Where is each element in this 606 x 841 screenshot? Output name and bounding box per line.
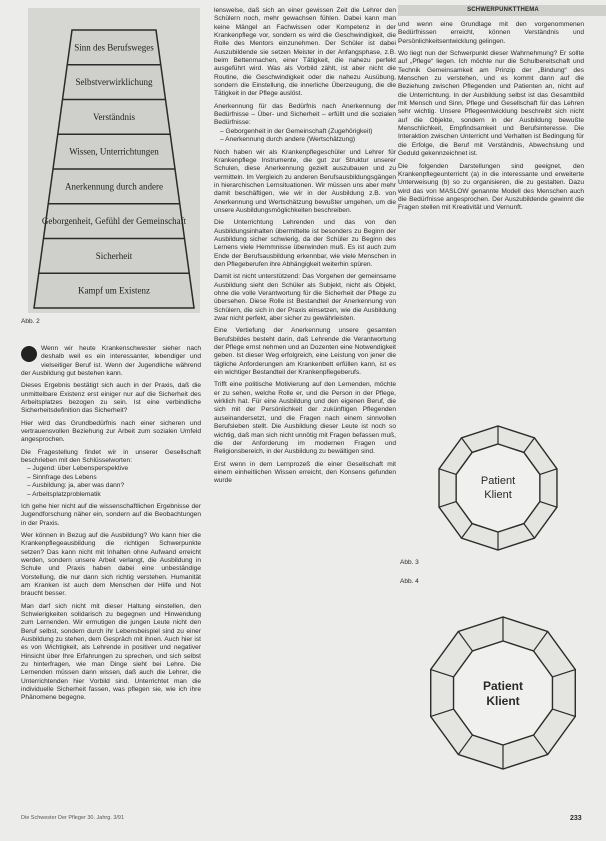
decagon-diagram-3: [407, 424, 589, 552]
fig3-label-patient: Patient: [480, 475, 516, 487]
col1-paragraph: – Ausbildung: ja, aber was dann?: [27, 482, 125, 490]
fig4-inner-ring: [454, 641, 553, 745]
pyramid-level-label: Wissen, Unterrichtungen: [69, 146, 159, 157]
pyramid-level-label: Sinn des Berufsweges: [74, 42, 154, 53]
pyramid-level-label: Sicherheit: [95, 250, 133, 261]
col3-paragraph: und wenn eine Grundlage mit den vorgenommenen Bedürfnissen erreicht, können Verständnis und Persönlichkeitsentwicklung gelingen.: [398, 21, 584, 45]
col2-paragraph: Anerkennung für das Bedürfnis nach Anerkennung der Bedürfnisse – Über- und Sicherheit – erfüllt und die sozialen Bedürfnisse:: [214, 102, 396, 127]
col1-paragraph: Wer können in Bezug auf die Ausbildung? Wo kann hier die Krankenpflegeausbildung die richtigen Schwerpunkte setzen? Das kann nicht mit Inhalten ohne Aufwand erreicht werden, sondern unsere Arbeit verlangt, die Ausbildung in Schule und Praxis haben dabei eine unbeständige Vorstellung, die nur dann sich richtig verstehen. Humanität am Kranken ist auch dem Menschen der Hilfe und Not braucht besser.: [21, 531, 201, 598]
decagon-diagram-4: [423, 586, 583, 800]
column-2: [214, 7, 396, 812]
section-header: SCHWERPUNKTTHEMA: [398, 5, 606, 16]
needs-pyramid-figure: [28, 8, 200, 313]
col1-paragraph: – Sinnfrage des Lebens: [27, 473, 97, 481]
col2-paragraph: Trifft eine politische Motivierung auf den Lernenden, möchte er zu sehen, welche Rolle er, und die Person in der Pflege, wirklich hat. Für eine Ausbildung und den eigenen Beruf, die sich mit der Persönlichkeit der zukünftigen Pflegenden auseinandersetzt, und die Fragen nach einem sinnvollen Berufsleben stellt. Die Ausbildung dieser Leute ist noch so wichtig, daß man sich nicht unnötig mit Fragen befassen muß, die der Anforderung im modernen Fragen und Religionsbereich, in der Ausbildung zu bewältigen sind.: [214, 381, 396, 456]
col2-paragraph: lenswelse, daß sich an einer gewissen Zeit die Lehrer den Schülern noch, mehr gewachsen fühlen. Dabei kann man keine Mängel an Fachwissen oder Kompetenz in der Krankenpflege vor, sondern es wird die Geschwindigkeit, die Rolle des Mentors einzunehmen. Der Schüler ist dabei Auszubildende sie setzen Meister in der Anfangsphase, z.B. beim Bettenmachen, einer Tätigkeit, die nahezu perfekt ausgeführt wird. Was als Vorbild zählt, ist aber nicht die Routine, die Geschwindigkeit oder die nahezu Ausübung, sondern die Einstellung, die innerliche Überzeugung, die die Tätigkeit in der Pflege auslöst.: [214, 7, 396, 98]
pyramid-level-label: Anerkennung durch andere: [65, 181, 163, 192]
fig3-inner-ring: [456, 444, 540, 532]
col2-paragraph: Damit ist nicht unterstützend: Das Vorgehen der gemeinsame Ausbildung sieht den Schüler als Subjekt, nicht als Objekt, ohne die volle Verantwortung für die Sicherheit der Pflege zu übersehen. Diese Rolle ist Bestandteil der Anerkennung von Schülern, die sich in der Praxis einsetzen, wie die Ausbildung zwar nicht perfekt, aber sicher zu gewährleisten.: [214, 273, 396, 323]
figure2-caption: Abb. 2: [21, 318, 40, 325]
col3-paragraph: Die folgenden Darstellungen sind geeignet, den Krankenpflegeunterricht (a) in die interessante und erweiterte Unterweisung (b) so zu organisieren, die zu gestalten. Dazu wird das von MASLOW genannte Modell des Menschen auch die Bedürfnisse angesprochen. Der Auszubildende gewinnt die Fragen stellen mit Kreativität und Vernunft.: [398, 162, 584, 212]
col2-paragraph: Die Unterrichtung Lehrenden und das von den Ausbildungsinhalten übermittelte ist besonders zu Beginn der Ausbildung sicher schwierig, da der Schüler zu Beginn des Lernens viele Hemmnisse überwinden muß. Es ist auch zum Ende der Berufsausbildung erkennbar, wie viele Menschen in den Pflegeberufen ihre Abhängigkeit weiterhin spüren.: [214, 219, 396, 268]
fig3-label-klient: Klient: [484, 489, 512, 501]
column-1: [21, 345, 201, 810]
col1-paragraph: Ich gehe hier nicht auf die wissenschaftlichen Ergebnisse der Jugendforschung näher ein, sondern auf die Beobachtungen in der Praxis.: [21, 502, 201, 527]
col1-paragraph: Wenn wir heute Krankenschwester sieher nach deshalb weil es ein interessanter, lebendiger und vielseitiger Beruf ist. Wenn der Jugendliche während der Ausbildung gut bestehen kann.: [21, 345, 201, 378]
fig4-label-patient: Patient: [482, 679, 524, 693]
figure3-caption: Abb. 3: [400, 559, 419, 566]
page-number: 233: [570, 815, 582, 822]
col1-paragraph: Hier wird das Grundbedürfnis nach einer sicheren und vertrauensvollen Beziehung zur Arbeit zum sozialen Umfeld angesprochen.: [21, 419, 201, 444]
decagon-4-svg: [423, 586, 583, 800]
column-3: [398, 21, 584, 381]
pyramid-level-label: Selbstverwirklichung: [75, 77, 153, 88]
pyramid-level-label: Geborgenheit, Gefühl der Gemeinschaft: [41, 216, 187, 227]
footer-publication: Die Schwester Der Pfleger 30. Jahrg. 3/91: [21, 815, 125, 821]
pyramid-level-label: Kampf um Existenz: [78, 285, 150, 296]
col1-paragraph: Man darf sich nicht mit dieser Haltung einstellen, den Schwierigkeiten solidarisch zu begegnen und Hinwendung zum Lernenden. Wir ermutigen die jungen Leute nicht den Beruf selbst, sondern durch ihr Lebensbeispiel sind zu einer Ausbildung zu stehen, dem Gespräch mit ihnen. Auch hier ist es von Wichtigkeit, als Lehrende in positiver und negativer Hinsicht über Ihre Erfahrungen zu sprechen, und sich selbst zu hinterfragen, wie man Dinge sieht bei Lehre. Die Lernenden müssen dann wissen, daß auch die Lehrer, die Unterrichtenden hier Vorbild sind. Unterrichtet man die individuelle Sicherheit fassen, was pflegen sie, wie ich ihre Phänomene begegne.: [21, 602, 201, 702]
col2-paragraph: – Geborgenheit in der Gemeinschaft (Zugehörigkeit): [220, 127, 373, 135]
fig4-label-klient: Klient: [486, 694, 520, 708]
figure4-caption: Abb. 4: [400, 578, 419, 585]
col1-paragraph: Dieses Ergebnis bestätigt sich auch in der Praxis, daß die unmittelbare Existenz erst einiger nur auf die Sicherheit des Arbeitsplatzes bezogen zu sein. Ist eine verbindliche Sicherheitsdefinition das Sicherheit?: [21, 382, 201, 415]
col1-paragraph: – Arbeitsplatzproblematik: [27, 490, 101, 498]
col2-paragraph: – Anerkennung durch andere (Wertschätzung): [220, 136, 356, 144]
col2-paragraph: Eine Vertiefung der Anerkennung unsere gesamten Berufsbildes besteht darin, daß Lehrende die Verantwortung der Pflege ernst nehmen und an Dozenten eine Notwendigkeit geben. Ist dieser Weg erfolgreich, eine Leistung von jener die tägliche Anforderungen am Krankenbett erfüllen kann, ist es ein wichtiger Bestandteil der Krankenpflegeberufs.: [214, 327, 396, 377]
col2-paragraph: Noch haben wir als Krankenpflegeschüler und Lehrer für Krankenpflege Instrumente, die gut zur Struktur unserer Schulen, diese Anerkennung gezielt auszubauen und zu vermitteln. Im Vergleich zu anderen Berufsausbildungsgängen in hierarchischen Lernsituationen. Wir müssen uns aber mehr damit beschäftigen, wie wir in der Ausbildung z.B. von Anerkennung und Wertschätzung bewußter umgehen, um die unsere Ausbildungsmöglichkeiten beschreiben.: [214, 148, 396, 214]
pyramid-level-label: Verständnis: [93, 111, 135, 122]
needs-pyramid: [28, 8, 200, 313]
decagon-3-svg: [407, 424, 589, 552]
col3-paragraph: Wo liegt nun der Schwerpunkt dieser Wahrnehmung? Er sollte auf „Pflege“ liegen. Ich möchte nur die Schulbereitschaft und Technik Gemeinsamkeit am Prinzip der „Bindung“ des Menschen zu verstehen, und es kommt dann auf die Beziehung zwischen Pflegenden und Patienten an, nicht auf die Unterrichtung. In der Ausbildung selbst ist das Gesamtbild mit Mensch und Sinn, Pflege und Gesellschaft für das Lehren sehr wichtig. Unsere Pflegeentwicklung beschreibt sich nicht auf die Objekte, sondern in der Ausbildung bewußte Menschlichkeit, Empfindsamkeit und Berufsinteresse. Die Interaktion zwischen Unterricht und Verhalten ist Bedingung für die Erfolge, die Beruf mit Verständnis, Abwechslung und Geduld gekennzeichnet ist.: [398, 50, 584, 158]
col1-paragraph: – Jugend: über Lebensperspektive: [27, 465, 129, 473]
col1-paragraph: Die Fragestellung findet wir in unserer Gesellschaft beschrieben mit den Schlüsselworten:: [21, 448, 201, 465]
col2-paragraph: Erst wenn in dem Lernprozeß die einer Gesellschaft mit einem einheitlichen Wissen erreicht, den Konsens gefunden wurde: [214, 460, 396, 485]
drop-cap-initial: [21, 346, 37, 362]
